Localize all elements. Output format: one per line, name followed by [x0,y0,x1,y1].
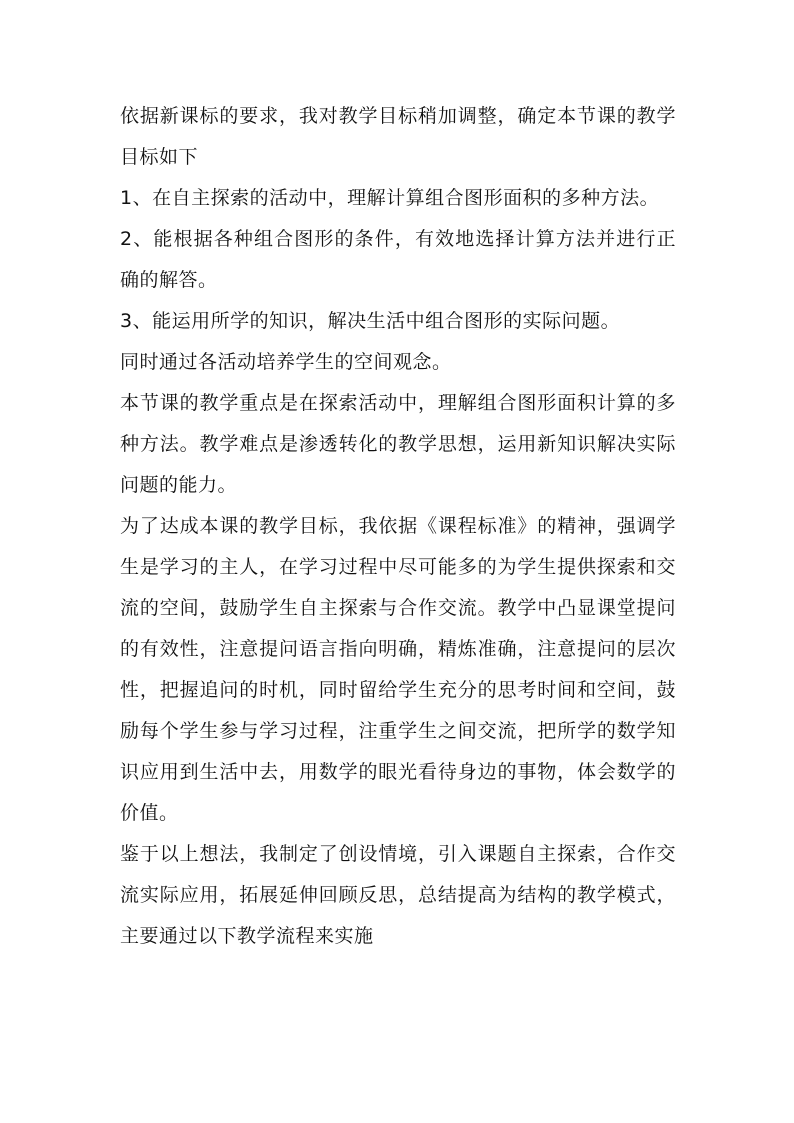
paragraph-intro: 依据新课标的要求，我对教学目标稍加调整，确定本节课的教学目标如下 [120,105,676,168]
document-body [120,96,676,957]
paragraph-goal-2: 2、能根据各种组合图形的条件，有效地选择计算方法并进行正确的解答。 [120,228,676,291]
paragraph-teaching-approach: 为了达成本课的教学目标，我依据《课程标准》的精神，强调学生是学习的主人，在学习过程中尽可能多的为学生提供探索和交流的空间，鼓励学生自主探索与合作交流。教学中凸显课堂提问的有效性，注意提问语言指向明确，精炼准确，注意提问的层次性，把握追问的时机，同时留给学生充分的思考时间和空间，鼓励每个学生参与学习过程，注重学生之间交流，把所学的数学知识应用到生活中去，用数学的眼光看待身边的事物，体会数学的价值。 [120,515,676,824]
paragraph-teaching-model: 鉴于以上想法，我制定了创设情境，引入课题自主探索，合作交流实际应用，拓展延伸回顾反思，总结提高为结构的教学模式，主要通过以下教学流程来实施 [120,843,676,947]
paragraph-goal-1: 1、在自主探索的活动中，理解计算组合图形面积的多种方法。 [120,187,660,209]
paragraph-spatial-concept: 同时通过各活动培养学生的空间观念。 [120,351,452,373]
paragraph-goal-3: 3、能运用所学的知识，解决生活中组合图形的实际问题。 [120,310,621,332]
paragraph-key-points: 本节课的教学重点是在探索活动中，理解组合图形面积计算的多种方法。教学难点是渗透转化的教学思想，运用新知识解决实际问题的能力。 [120,392,676,496]
